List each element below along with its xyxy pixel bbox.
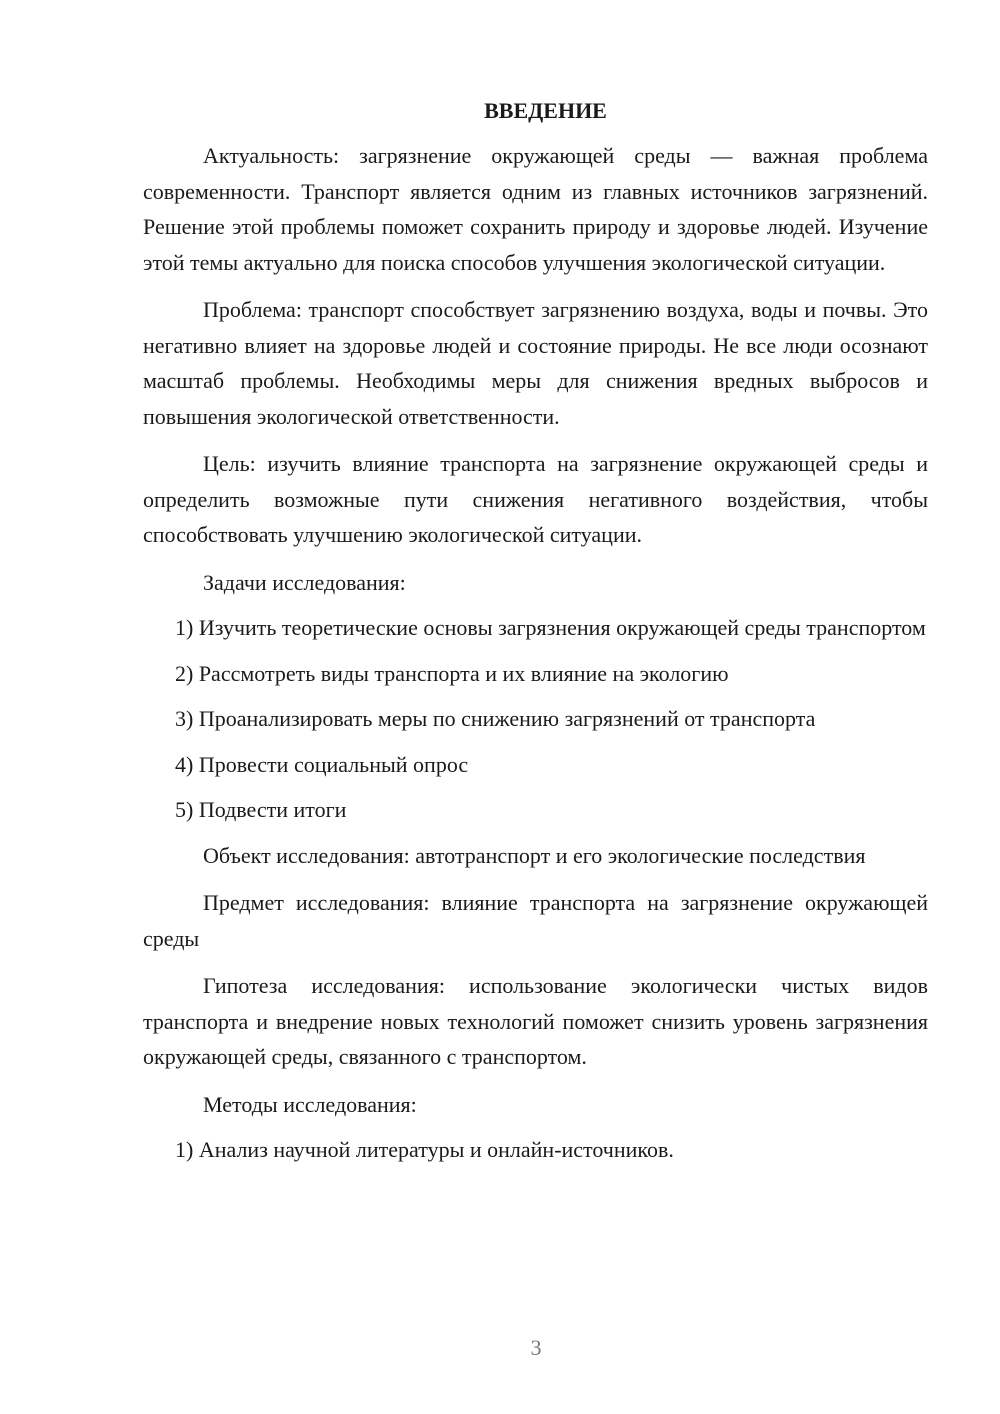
problem-paragraph: Проблема: транспорт способствует загрязнению воздуха, воды и почвы. Это негативно влияет на здоровье людей и состояние природы. Не все люди осознают масштаб проблемы. Необходимы меры для снижения вредных выбросов и повышения экологической ответственности.: [143, 297, 928, 429]
page-number: 3: [530, 1335, 542, 1360]
task-item-4: 4) Провести социальный опрос: [175, 751, 469, 777]
method-item-1: 1) Анализ научной литературы и онлайн-источников.: [175, 1137, 674, 1162]
task-item-2: 2) Рассмотреть виды транспорта и их влияние на экологию: [175, 660, 729, 686]
tasks-heading: Задачи исследования:: [203, 569, 406, 595]
page-title: ВВЕДЕНИЕ: [484, 98, 607, 123]
page-content: [143, 96, 928, 1178]
methods-heading: Методы исследования:: [203, 1091, 417, 1117]
subject-paragraph: Предмет исследования: влияние транспорта на загрязнение окружающей среды: [143, 890, 928, 951]
object-paragraph: Объект исследования: автотранспорт и его экологические последствия: [203, 842, 866, 868]
relevance-paragraph: Актуальность: загрязнение окружающей среды — важная проблема современности. Транспорт является одним из главных источников загрязнений. Решение этой проблемы поможет сохранить природу и здоровье людей. Изучение этой темы актуально для поиска способов улучшения экологической ситуации.: [143, 143, 928, 275]
task-item-3: 3) Проанализировать меры по снижению загрязнений от транспорта: [175, 706, 816, 731]
task-item-5: 5) Подвести итоги: [175, 797, 347, 822]
hypothesis-paragraph: Гипотеза исследования: использование экологически чистых видов транспорта и внедрение новых технологий поможет снизить уровень загрязнения окружающей среды, связанного с транспортом.: [143, 973, 928, 1069]
goal-paragraph: Цель: изучить влияние транспорта на загрязнение окружающей среды и определить возможные пути снижения негативного воздействия, чтобы способствовать улучшению экологической ситуации.: [143, 451, 928, 547]
task-item-1: 1) Изучить теоретические основы загрязнения окружающей среды транспортом: [175, 615, 926, 640]
